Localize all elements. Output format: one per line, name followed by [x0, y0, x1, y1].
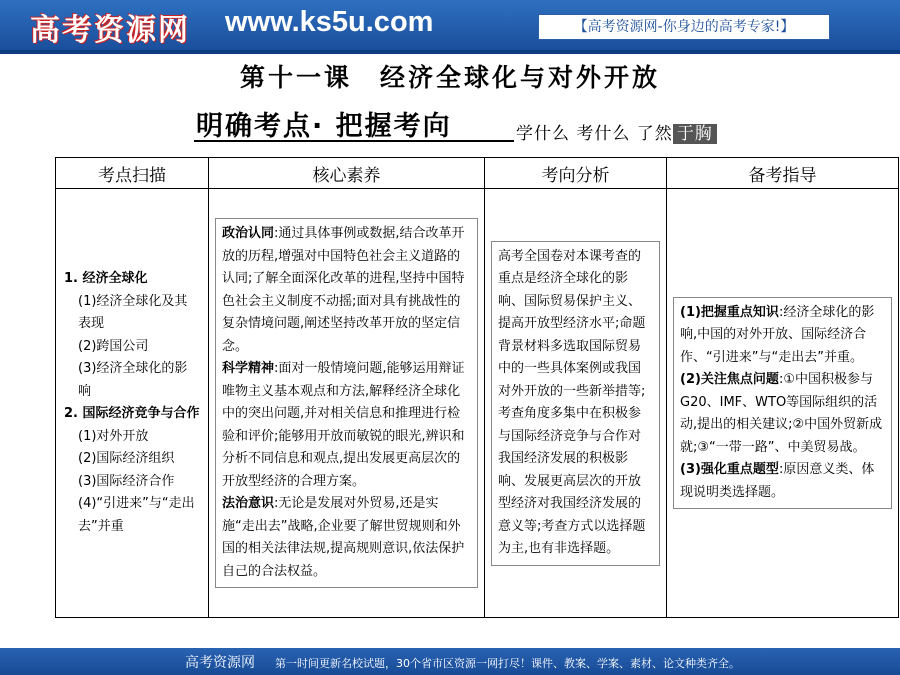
literacy-paragraph — [222, 358, 471, 493]
analysis-box: 高考全国卷对本课考查的重点是经济全球化的影响、国际贸易保护主义、提高开放型经济水平;命题背景材料多选取国际贸易中的一些具体案例或我国对外开放的一些新举措等;考查角度多集中在积极参与国际经济竞争与合作对我国经济发展的积极影响、发展更高层次的开放型经济对我国经济发展的意义等;考查方式以选择题为主,也有非选择题。 — [491, 241, 660, 566]
footer-text: 第一时间更新名校试题，30个省市区资源一网打尽！课件、教案、学案、素材、论文种类齐全。 — [275, 657, 740, 670]
literacy-label: 科学精神 — [222, 361, 275, 376]
literacy-text: :面对一般情境问题,能够运用辩证唯物主义基本观点和方法,解释经济全球化中的突出问题,并对相关信息和推理进行检验和评价;能够用开放而敏锐的眼光,辨识和分析不同信息和观点,提出发展更高层次的开放型经济的合理方案。 — [222, 361, 465, 489]
subheading-highlight: 于胸 — [673, 124, 717, 144]
site-url[interactable]: www.ks5u.com — [225, 6, 434, 38]
topic-heading: 2. 国际经济竞争与合作 — [64, 406, 200, 421]
topic-item: (2)国际经济组织 — [78, 451, 175, 466]
literacy-label: 政治认同 — [222, 226, 275, 241]
guidance-text: :①中国积极参与G20、IMF、WTO等国际组织的活动,提出的相关建议;②中国外贸新成就;③“一带一路”、中美贸易战。 — [680, 372, 883, 455]
topic-item: (1)经济全球化及其表现 — [78, 293, 188, 331]
topic-item: (2)跨国公司 — [78, 338, 149, 354]
guidance-paragraph — [680, 302, 885, 370]
topic-item: (3)经济全球化的影响 — [78, 361, 188, 399]
header-cell-literacy: 核心素养 — [209, 158, 485, 189]
header-cell-scan: 考点扫描 — [56, 158, 209, 189]
topic-item: (1)对外开放 — [78, 428, 149, 444]
cell-guidance — [667, 189, 899, 618]
topic-item: (4)“引进来”与“走出去”并重 — [78, 496, 195, 534]
guidance-paragraph — [680, 459, 885, 504]
guidance-label: (1)把握重点知识 — [680, 304, 779, 320]
header-cell-analysis: 考向分析 — [485, 158, 667, 189]
header-divider — [0, 50, 900, 54]
literacy-text: :通过具体事例或数据,结合改革开放的历程,增强对中国特色社会主义道路的认同;了解全面深化改革的进程,坚持中国特色社会主义制度不动摇;面对具有挑战性的复杂情境问题,阐述坚持改革开放的坚定信念。 — [222, 226, 465, 354]
cell-literacy — [209, 189, 485, 618]
header-cell-guidance: 备考指导 — [667, 158, 899, 189]
guidance-text: :原因意义类、体现说明类选择题。 — [680, 462, 875, 500]
literacy-paragraph — [222, 223, 471, 358]
literacy-label: 法治意识 — [222, 496, 275, 511]
cell-topics — [56, 189, 209, 618]
subheading-secondary — [516, 119, 717, 144]
literacy-paragraph — [222, 493, 471, 583]
exam-guide-table — [55, 157, 899, 618]
literacy-box — [215, 218, 478, 588]
literacy-text: :无论是发展对外贸易,还是实施“走出去”战略,企业要了解世贸规则和外国的相关法律法规,提高规则意识,依法保护自己的合法权益。 — [222, 496, 465, 579]
site-logo[interactable]: 高考资源网 — [30, 13, 190, 48]
slogan-box: 【高考资源网-你身边的高考专家!】 — [538, 14, 830, 40]
guidance-label: (2)关注焦点问题 — [680, 372, 779, 388]
subheading-secondary-text: 学什么 考什么 了然 — [516, 124, 673, 144]
page-title: 第十一课 经济全球化与对外开放 — [239, 63, 660, 92]
subheading-main: 明确考点· 把握考向 — [196, 111, 452, 142]
guidance-text: :经济全球化的影响,中国的对外开放、国际经济合作、“引进来”与“走出去”并重。 — [680, 304, 875, 365]
guidance-label: (3)强化重点题型 — [680, 462, 779, 478]
topic-heading: 1. 经济全球化 — [64, 271, 148, 286]
cell-analysis — [485, 189, 667, 618]
topic-item: (3)国际经济合作 — [78, 473, 175, 489]
guidance-box — [673, 297, 892, 510]
guidance-paragraph — [680, 369, 885, 459]
footer-brand[interactable]: 高考资源网 — [185, 655, 255, 671]
topics-list — [64, 268, 200, 538]
